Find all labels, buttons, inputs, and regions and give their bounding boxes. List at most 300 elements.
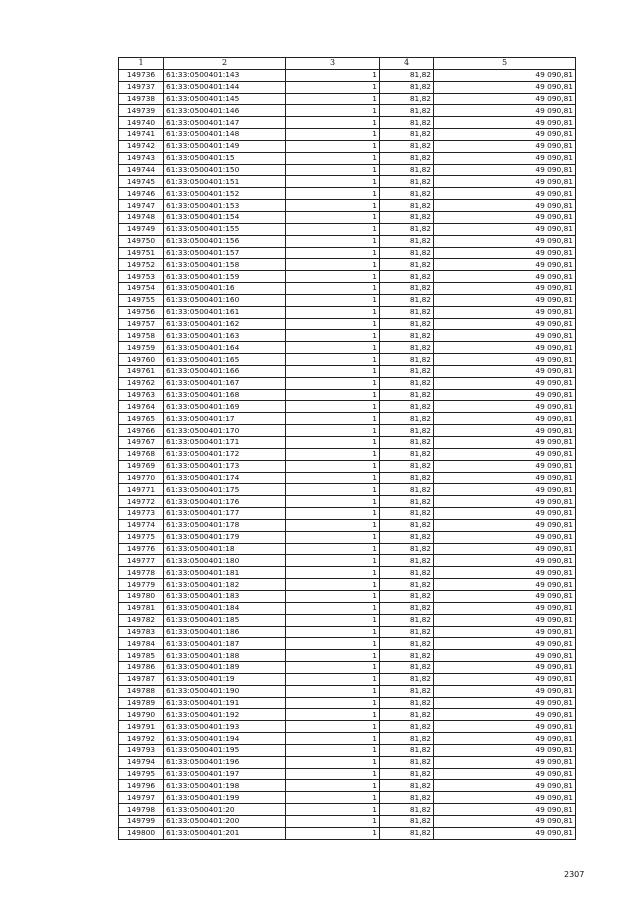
area-cell: 81,82 [380,448,434,460]
row-index-cell: 149763 [119,389,164,401]
cadastral-number-cell: 61:33:0500401:159 [164,271,286,283]
cadastral-number-cell: 61:33:0500401:180 [164,555,286,567]
area-cell: 81,82 [380,81,434,93]
row-index-cell: 149739 [119,105,164,117]
row-index-cell: 149749 [119,223,164,235]
cadastral-number-cell: 61:33:0500401:168 [164,389,286,401]
table-row [119,662,576,674]
value-cell: 49 090,81 [434,768,576,780]
area-cell: 81,82 [380,342,434,354]
quantity-cell: 1 [286,626,380,638]
area-cell: 81,82 [380,827,434,839]
cadastral-number-cell: 61:33:0500401:190 [164,685,286,697]
area-cell: 81,82 [380,768,434,780]
quantity-cell: 1 [286,721,380,733]
quantity-cell: 1 [286,543,380,555]
quantity-cell: 1 [286,164,380,176]
row-index-cell: 149789 [119,697,164,709]
quantity-cell: 1 [286,792,380,804]
value-cell: 49 090,81 [434,508,576,520]
value-cell: 49 090,81 [434,105,576,117]
table-row [119,401,576,413]
row-index-cell: 149791 [119,721,164,733]
value-cell: 49 090,81 [434,602,576,614]
value-cell: 49 090,81 [434,152,576,164]
quantity-cell: 1 [286,200,380,212]
row-index-cell: 149744 [119,164,164,176]
quantity-cell: 1 [286,768,380,780]
value-cell: 49 090,81 [434,519,576,531]
cadastral-number-cell: 61:33:0500401:143 [164,69,286,81]
quantity-cell: 1 [286,614,380,626]
quantity-cell: 1 [286,733,380,745]
row-index-cell: 149765 [119,413,164,425]
quantity-cell: 1 [286,294,380,306]
area-cell: 81,82 [380,756,434,768]
cadastral-number-cell: 61:33:0500401:167 [164,377,286,389]
table-row [119,140,576,152]
area-cell: 81,82 [380,93,434,105]
header-row [119,58,576,70]
table-row [119,531,576,543]
quantity-cell: 1 [286,460,380,472]
table-row [119,129,576,141]
area-cell: 81,82 [380,247,434,259]
value-cell: 49 090,81 [434,721,576,733]
value-cell: 49 090,81 [434,413,576,425]
value-cell: 49 090,81 [434,673,576,685]
cadastral-number-cell: 61:33:0500401:150 [164,164,286,176]
table-row [119,413,576,425]
row-index-cell: 149751 [119,247,164,259]
value-cell: 49 090,81 [434,69,576,81]
area-cell: 81,82 [380,709,434,721]
quantity-cell: 1 [286,437,380,449]
area-cell: 81,82 [380,176,434,188]
quantity-cell: 1 [286,685,380,697]
value-cell: 49 090,81 [434,650,576,662]
value-cell: 49 090,81 [434,271,576,283]
quantity-cell: 1 [286,259,380,271]
quantity-cell: 1 [286,401,380,413]
row-index-cell: 149787 [119,673,164,685]
area-cell: 81,82 [380,590,434,602]
cadastral-number-cell: 61:33:0500401:160 [164,294,286,306]
quantity-cell: 1 [286,330,380,342]
cadastral-number-cell: 61:33:0500401:163 [164,330,286,342]
row-index-cell: 149782 [119,614,164,626]
table-row [119,472,576,484]
quantity-cell: 1 [286,318,380,330]
row-index-cell: 149797 [119,792,164,804]
table-row [119,365,576,377]
row-index-cell: 149783 [119,626,164,638]
value-cell: 49 090,81 [434,567,576,579]
table-row [119,93,576,105]
table-row [119,425,576,437]
value-cell: 49 090,81 [434,614,576,626]
area-cell: 81,82 [380,472,434,484]
table-row [119,685,576,697]
cadastral-number-cell: 61:33:0500401:193 [164,721,286,733]
area-cell: 81,82 [380,425,434,437]
row-index-cell: 149800 [119,827,164,839]
value-cell: 49 090,81 [434,792,576,804]
area-cell: 81,82 [380,354,434,366]
quantity-cell: 1 [286,306,380,318]
value-cell: 49 090,81 [434,259,576,271]
value-cell: 49 090,81 [434,306,576,318]
table-row [119,721,576,733]
quantity-cell: 1 [286,780,380,792]
value-cell: 49 090,81 [434,117,576,129]
cadastral-number-cell: 61:33:0500401:145 [164,93,286,105]
table-row [119,152,576,164]
row-index-cell: 149767 [119,437,164,449]
value-cell: 49 090,81 [434,472,576,484]
table-row [119,448,576,460]
quantity-cell: 1 [286,709,380,721]
cadastral-number-cell: 61:33:0500401:162 [164,318,286,330]
cadastral-number-cell: 61:33:0500401:144 [164,81,286,93]
area-cell: 81,82 [380,271,434,283]
quantity-cell: 1 [286,129,380,141]
area-cell: 81,82 [380,117,434,129]
table-row [119,567,576,579]
cadastral-number-cell: 61:33:0500401:199 [164,792,286,804]
area-cell: 81,82 [380,567,434,579]
cadastral-number-cell: 61:33:0500401:157 [164,247,286,259]
cadastral-number-cell: 61:33:0500401:185 [164,614,286,626]
table-row [119,792,576,804]
row-index-cell: 149793 [119,744,164,756]
row-index-cell: 149740 [119,117,164,129]
area-cell: 81,82 [380,721,434,733]
quantity-cell: 1 [286,472,380,484]
value-cell: 49 090,81 [434,756,576,768]
row-index-cell: 149776 [119,543,164,555]
quantity-cell: 1 [286,579,380,591]
cadastral-number-cell: 61:33:0500401:148 [164,129,286,141]
table-body [119,69,576,839]
row-index-cell: 149790 [119,709,164,721]
quantity-cell: 1 [286,389,380,401]
row-index-cell: 149746 [119,188,164,200]
area-cell: 81,82 [380,816,434,828]
quantity-cell: 1 [286,827,380,839]
area-cell: 81,82 [380,496,434,508]
value-cell: 49 090,81 [434,164,576,176]
table-row [119,579,576,591]
cadastral-number-cell: 61:33:0500401:174 [164,472,286,484]
value-cell: 49 090,81 [434,176,576,188]
table-row [119,673,576,685]
cadastral-number-cell: 61:33:0500401:153 [164,200,286,212]
cadastral-number-cell: 61:33:0500401:172 [164,448,286,460]
row-index-cell: 149750 [119,235,164,247]
quantity-cell: 1 [286,816,380,828]
cadastral-number-cell: 61:33:0500401:197 [164,768,286,780]
quantity-cell: 1 [286,555,380,567]
quantity-cell: 1 [286,508,380,520]
value-cell: 49 090,81 [434,365,576,377]
row-index-cell: 149758 [119,330,164,342]
value-cell: 49 090,81 [434,816,576,828]
area-cell: 81,82 [380,401,434,413]
row-index-cell: 149794 [119,756,164,768]
cadastral-number-cell: 61:33:0500401:196 [164,756,286,768]
cadastral-number-cell: 61:33:0500401:165 [164,354,286,366]
value-cell: 49 090,81 [434,425,576,437]
value-cell: 49 090,81 [434,590,576,602]
quantity-cell: 1 [286,662,380,674]
quantity-cell: 1 [286,425,380,437]
row-index-cell: 149747 [119,200,164,212]
cadastral-number-cell: 61:33:0500401:175 [164,484,286,496]
table-row [119,81,576,93]
table-row [119,117,576,129]
table-row [119,496,576,508]
value-cell: 49 090,81 [434,200,576,212]
row-index-cell: 149755 [119,294,164,306]
area-cell: 81,82 [380,223,434,235]
table-row [119,827,576,839]
quantity-cell: 1 [286,223,380,235]
cadastral-number-cell: 61:33:0500401:170 [164,425,286,437]
table-row [119,318,576,330]
row-index-cell: 149738 [119,93,164,105]
value-cell: 49 090,81 [434,780,576,792]
area-cell: 81,82 [380,389,434,401]
table-row [119,306,576,318]
row-index-cell: 149795 [119,768,164,780]
area-cell: 81,82 [380,519,434,531]
table-row [119,780,576,792]
value-cell: 49 090,81 [434,827,576,839]
area-cell: 81,82 [380,508,434,520]
table-row [119,211,576,223]
quantity-cell: 1 [286,567,380,579]
area-cell: 81,82 [380,744,434,756]
cadastral-number-cell: 61:33:0500401:200 [164,816,286,828]
column-header-1: 1 [119,58,164,70]
quantity-cell: 1 [286,188,380,200]
cadastral-number-cell: 61:33:0500401:181 [164,567,286,579]
area-cell: 81,82 [380,164,434,176]
row-index-cell: 149774 [119,519,164,531]
value-cell: 49 090,81 [434,685,576,697]
quantity-cell: 1 [286,152,380,164]
cadastral-number-cell: 61:33:0500401:149 [164,140,286,152]
area-cell: 81,82 [380,235,434,247]
value-cell: 49 090,81 [434,662,576,674]
table-row [119,638,576,650]
area-cell: 81,82 [380,283,434,295]
table-row [119,69,576,81]
quantity-cell: 1 [286,804,380,816]
table-row [119,614,576,626]
cadastral-number-cell: 61:33:0500401:15 [164,152,286,164]
row-index-cell: 149792 [119,733,164,745]
row-index-cell: 149766 [119,425,164,437]
quantity-cell: 1 [286,697,380,709]
row-index-cell: 149798 [119,804,164,816]
table-row [119,176,576,188]
value-cell: 49 090,81 [434,140,576,152]
row-index-cell: 149775 [119,531,164,543]
table-row [119,733,576,745]
value-cell: 49 090,81 [434,377,576,389]
value-cell: 49 090,81 [434,626,576,638]
row-index-cell: 149762 [119,377,164,389]
table-row [119,377,576,389]
cadastral-number-cell: 61:33:0500401:191 [164,697,286,709]
cadastral-number-cell: 61:33:0500401:16 [164,283,286,295]
quantity-cell: 1 [286,176,380,188]
row-index-cell: 149745 [119,176,164,188]
quantity-cell: 1 [286,105,380,117]
row-index-cell: 149785 [119,650,164,662]
cadastral-number-cell: 61:33:0500401:188 [164,650,286,662]
cadastral-number-cell: 61:33:0500401:152 [164,188,286,200]
table-row [119,259,576,271]
cadastral-number-cell: 61:33:0500401:166 [164,365,286,377]
area-cell: 81,82 [380,330,434,342]
quantity-cell: 1 [286,602,380,614]
cadastral-number-cell: 61:33:0500401:17 [164,413,286,425]
value-cell: 49 090,81 [434,437,576,449]
cadastral-number-cell: 61:33:0500401:155 [164,223,286,235]
quantity-cell: 1 [286,140,380,152]
table-row [119,590,576,602]
column-header-5: 5 [434,58,576,70]
quantity-cell: 1 [286,484,380,496]
row-index-cell: 149786 [119,662,164,674]
area-cell: 81,82 [380,662,434,674]
value-cell: 49 090,81 [434,484,576,496]
area-cell: 81,82 [380,105,434,117]
data-table [118,57,576,840]
area-cell: 81,82 [380,259,434,271]
area-cell: 81,82 [380,543,434,555]
cadastral-number-cell: 61:33:0500401:179 [164,531,286,543]
quantity-cell: 1 [286,448,380,460]
area-cell: 81,82 [380,69,434,81]
table-row [119,223,576,235]
cadastral-number-cell: 61:33:0500401:151 [164,176,286,188]
cadastral-number-cell: 61:33:0500401:19 [164,673,286,685]
quantity-cell: 1 [286,756,380,768]
value-cell: 49 090,81 [434,330,576,342]
row-index-cell: 149748 [119,211,164,223]
cadastral-number-cell: 61:33:0500401:186 [164,626,286,638]
value-cell: 49 090,81 [434,555,576,567]
area-cell: 81,82 [380,200,434,212]
table-row [119,697,576,709]
value-cell: 49 090,81 [434,448,576,460]
value-cell: 49 090,81 [434,460,576,472]
quantity-cell: 1 [286,354,380,366]
row-index-cell: 149796 [119,780,164,792]
quantity-cell: 1 [286,247,380,259]
area-cell: 81,82 [380,531,434,543]
row-index-cell: 149777 [119,555,164,567]
area-cell: 81,82 [380,804,434,816]
quantity-cell: 1 [286,81,380,93]
area-cell: 81,82 [380,140,434,152]
cadastral-number-cell: 61:33:0500401:154 [164,211,286,223]
table-row [119,235,576,247]
cadastral-number-cell: 61:33:0500401:171 [164,437,286,449]
row-index-cell: 149773 [119,508,164,520]
cadastral-number-cell: 61:33:0500401:182 [164,579,286,591]
area-cell: 81,82 [380,306,434,318]
value-cell: 49 090,81 [434,389,576,401]
table-row [119,484,576,496]
cadastral-number-cell: 61:33:0500401:158 [164,259,286,271]
area-cell: 81,82 [380,437,434,449]
cadastral-number-cell: 61:33:0500401:147 [164,117,286,129]
row-index-cell: 149788 [119,685,164,697]
area-cell: 81,82 [380,650,434,662]
quantity-cell: 1 [286,650,380,662]
value-cell: 49 090,81 [434,129,576,141]
table-row [119,354,576,366]
row-index-cell: 149770 [119,472,164,484]
cadastral-number-cell: 61:33:0500401:192 [164,709,286,721]
value-cell: 49 090,81 [434,697,576,709]
quantity-cell: 1 [286,283,380,295]
table-row [119,389,576,401]
table-row [119,294,576,306]
table-row [119,756,576,768]
value-cell: 49 090,81 [434,543,576,555]
cadastral-number-cell: 61:33:0500401:176 [164,496,286,508]
table-row [119,768,576,780]
table-row [119,188,576,200]
value-cell: 49 090,81 [434,81,576,93]
row-index-cell: 149742 [119,140,164,152]
row-index-cell: 149764 [119,401,164,413]
cadastral-number-cell: 61:33:0500401:195 [164,744,286,756]
area-cell: 81,82 [380,460,434,472]
column-header-4: 4 [380,58,434,70]
value-cell: 49 090,81 [434,804,576,816]
quantity-cell: 1 [286,590,380,602]
row-index-cell: 149752 [119,259,164,271]
quantity-cell: 1 [286,673,380,685]
row-index-cell: 149756 [119,306,164,318]
table-row [119,519,576,531]
value-cell: 49 090,81 [434,401,576,413]
row-index-cell: 149757 [119,318,164,330]
row-index-cell: 149768 [119,448,164,460]
table-row [119,164,576,176]
quantity-cell: 1 [286,519,380,531]
area-cell: 81,82 [380,129,434,141]
table-row [119,342,576,354]
quantity-cell: 1 [286,496,380,508]
row-index-cell: 149761 [119,365,164,377]
quantity-cell: 1 [286,271,380,283]
value-cell: 49 090,81 [434,318,576,330]
table-row [119,816,576,828]
row-index-cell: 149772 [119,496,164,508]
area-cell: 81,82 [380,318,434,330]
cadastral-number-cell: 61:33:0500401:189 [164,662,286,674]
cadastral-number-cell: 61:33:0500401:20 [164,804,286,816]
row-index-cell: 149769 [119,460,164,472]
